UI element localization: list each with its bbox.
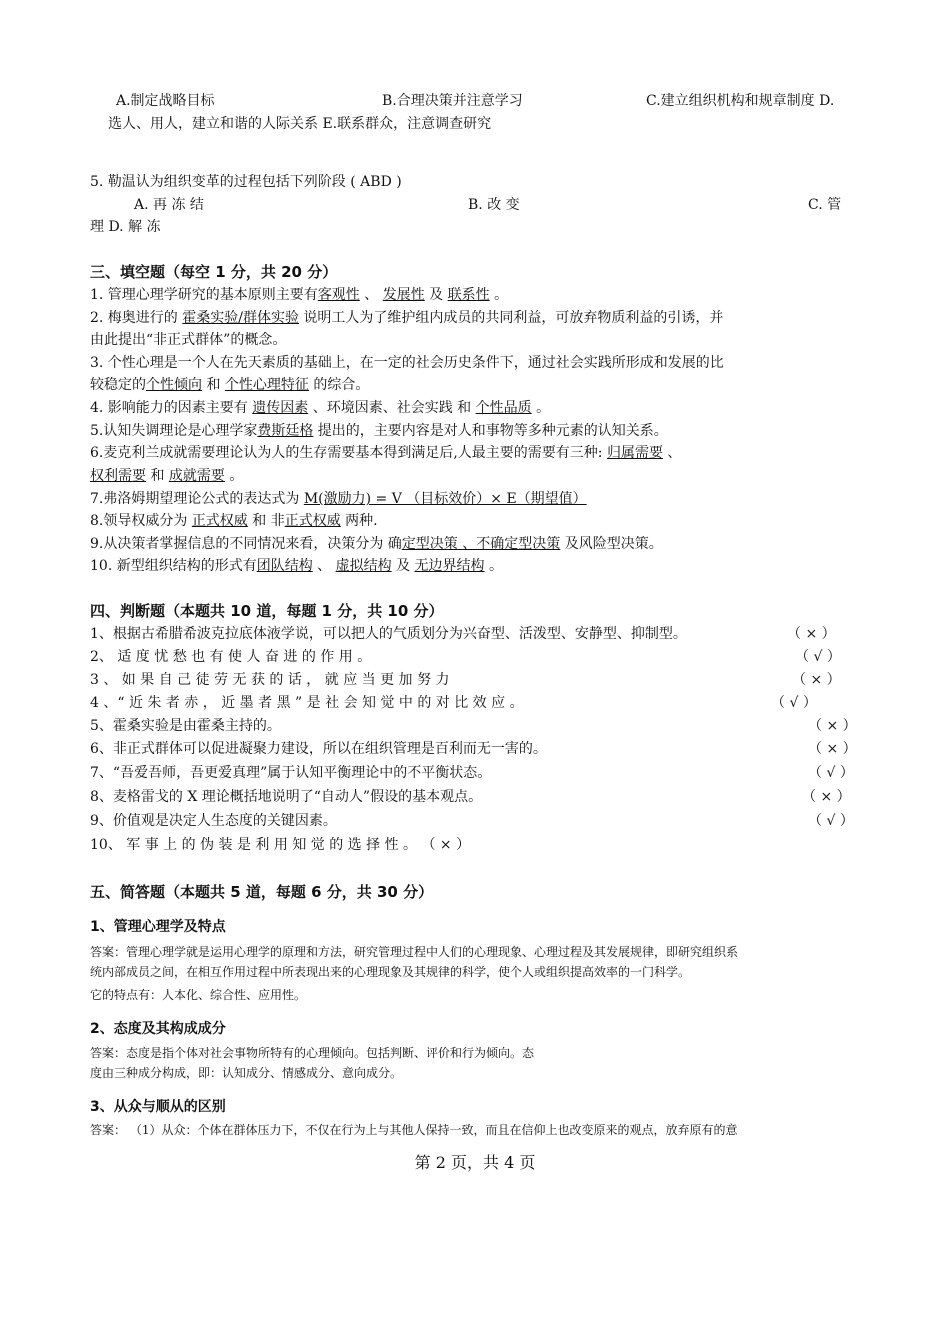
judge-item-7: 7、“吾爱吾师，吾更爱真理”属于认知平衡理论中的不平衡状态。: [90, 765, 492, 781]
blank: 权利需要: [90, 468, 146, 484]
short-q2-answer-1: 答案：态度是指个体对社会事物所特有的心理倾向。包括判断、评价和行为倾向。态: [90, 1046, 535, 1060]
q4-options-line2: 选人、用人，建立和谐的人际关系 E.联系群众，注意调查研究: [108, 116, 492, 132]
section4-title: 四、判断题（本题共 10 道，每题 1 分，共 10 分）: [90, 602, 444, 620]
q4-option-a: A.制定战略目标: [116, 93, 215, 109]
fill-q3: 3. 个性心理是一个人在先天素质的基础上，在一定的社会历史条件下，通过社会实践所形成和发展的比: [90, 355, 724, 371]
judge-item-6: 6、非正式群体可以促进凝聚力建设，所以在组织管理是百利而无一害的。: [90, 741, 547, 757]
blank: 费斯廷格: [257, 423, 314, 439]
blank: 无边界结构: [414, 558, 485, 574]
fill-q2-cont: 由此提出“非正式群体”的概念。: [90, 332, 287, 348]
judge-item-3: 3 、 如 果 自 己 徒 劳 无 获 的 话 ， 就 应 当 更 加 努 力: [90, 672, 450, 688]
blank: 发展性: [382, 287, 425, 303]
short-q3-title: 3、从众与顺从的区别: [90, 1099, 226, 1115]
short-q3-answer-1: 答案： （1）从众：个体在群体压力下，不仅在行为上与其他人保持一致，而且在信仰上也改变原来的观点，放弃原有的意: [90, 1123, 738, 1137]
judge-item-9: 9、价值观是决定人生态度的关键因素。: [90, 813, 337, 829]
judge-mark-5: （ × ）: [808, 718, 857, 734]
fill-q7: 7.弗洛姆期望理论公式的表达式为 M(激励力) = V （目标效价）× E（期望值）: [90, 491, 587, 507]
judge-item-10: 10、 军 事 上 的 伪 装 是 利 用 知 觉 的 选 择 性 。 （ × ）: [90, 837, 471, 853]
judge-mark-10: （ × ）: [421, 837, 471, 853]
judge-item-1: 1、根据古希腊希波克拉底体液学说，可以把人的气质划分为兴奋型、活泼型、安静型、抑制型。: [90, 626, 687, 642]
blank: 团队结构: [256, 558, 313, 574]
q5-option-cd: 理 D. 解 冻: [90, 219, 161, 235]
fill-q6-cont: 权利需要 和 成就需要 。: [90, 468, 244, 484]
judge-item-2: 2、 适 度 忧 愁 也 有 使 人 奋 进 的 作 用 。: [90, 649, 372, 665]
blank: 个性品质: [475, 400, 532, 416]
blank: 霍桑实验/群体实验: [182, 310, 299, 326]
fill-q4: 4. 影响能力的因素主要有 遗传因素 、环境因素、社会实践 和 个性品质 。: [90, 400, 551, 416]
q5-option-c: C. 管: [808, 197, 842, 213]
fill-q10: 10. 新型组织结构的形式有团队结构 、 虚拟结构 及 无边界结构 。: [90, 558, 503, 574]
judge-item-5: 5、霍桑实验是由霍桑主持的。: [90, 718, 281, 734]
judge-mark-4: （ √ ）: [771, 695, 817, 711]
short-q1-answer-3: 它的特点有：人本化、综合性、应用性。: [90, 988, 307, 1002]
blank: 个性倾向: [146, 377, 202, 393]
blank: 客观性: [317, 287, 360, 303]
fill-q2: 2. 梅奥进行的 霍桑实验/群体实验 说明工人为了维护组内成员的共同利益，可放弃物质利益的引诱，并: [90, 310, 724, 326]
fill-q8: 8.领导权威分为 正式权威 和 非正式权威 两种.: [90, 513, 378, 529]
judge-mark-9: （ √ ）: [808, 813, 854, 829]
judge-item-8: 8、麦格雷戈的 X 理论概括地说明了“自动人”假设的基本观点。: [90, 789, 483, 805]
judge-mark-1: （ × ）: [787, 626, 836, 642]
q4-option-b: B.合理决策并注意学习: [382, 93, 523, 109]
blank: 遗传因素: [252, 400, 309, 416]
section3-title: 三、填空题（每空 1 分，共 20 分）: [90, 263, 338, 281]
short-q1-title: 1、管理心理学及特点: [90, 919, 226, 935]
judge-mark-2: （ √ ）: [795, 649, 841, 665]
fill-q6: 6.麦克利兰成就需要理论认为人的生存需要基本得到满足后,人最主要的需要有三种: 归属需要 、: [90, 445, 682, 461]
blank: 正式权威: [284, 513, 341, 529]
q5-option-b: B. 改 变: [468, 197, 520, 213]
fill-q9: 9.从决策者掌握信息的不同情况来看，决策分为 确定型决策 、不确定型决策 及风险型决策。: [90, 536, 663, 552]
blank: 归属需要: [606, 445, 663, 461]
page-footer: 第 2 页，共 4 页: [414, 1153, 536, 1172]
q4-option-c: C.建立组织机构和规章制度 D.: [646, 93, 835, 109]
short-q2-answer-2: 度由三种成分构成，即：认知成分、情感成分、意向成分。: [90, 1066, 403, 1080]
q5-stem: 5. 勒温认为组织变革的过程包括下列阶段 ( ABD ): [90, 174, 402, 190]
short-q2-title: 2、态度及其构成成分: [90, 1021, 226, 1037]
blank: 联系性: [447, 287, 490, 303]
q5-option-a: A. 再 冻 结: [134, 197, 204, 213]
short-q1-answer-2: 统内部成员之间，在相互作用过程中所表现出来的心理现象及其规律的科学，使个人或组织提高效率的一门科学。: [90, 965, 691, 979]
section5-title: 五、简答题（本题共 5 道，每题 6 分，共 30 分）: [90, 883, 434, 901]
judge-mark-8: （ × ）: [802, 789, 851, 805]
fill-q3-cont: 较稳定的个性倾向 和 个性心理特征 的综合。: [90, 377, 370, 393]
blank: M(激励力) = V （目标效价）× E（期望值）: [303, 491, 587, 507]
blank: 个性心理特征: [224, 377, 309, 393]
judge-mark-6: （ × ）: [808, 741, 857, 757]
judge-mark-7: （ √ ）: [808, 765, 854, 781]
judge-item-4: 4 、“ 近 朱 者 赤 ， 近 墨 者 黑 ” 是 社 会 知 觉 中 的 对 比 效 应 。: [90, 695, 524, 711]
fill-q1: 1. 管理心理学研究的基本原则主要有客观性 、 发展性 及 联系性 。: [90, 287, 509, 303]
fill-q5: 5.认知失调理论是心理学家费斯廷格 提出的，主要内容是对人和事物等多种元素的认知关系。: [90, 423, 668, 439]
judge-mark-3: （ × ）: [792, 672, 841, 688]
blank: 定型决策 、不确定型决策: [401, 536, 561, 552]
short-q1-answer-1: 答案：管理心理学就是运用心理学的原理和方法，研究管理过程中人们的心理现象、心理过程及其发展规律，即研究组织系: [90, 945, 739, 959]
blank: 成就需要: [168, 468, 225, 484]
blank: 正式权威: [191, 513, 248, 529]
blank: 虚拟结构: [335, 558, 392, 574]
